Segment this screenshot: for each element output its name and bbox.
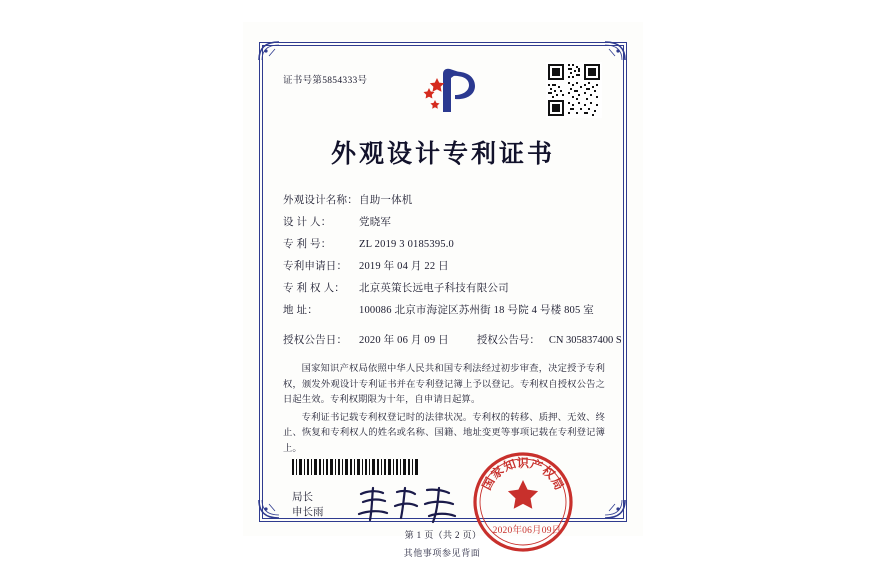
field-row	[283, 300, 603, 322]
field-row	[283, 190, 603, 212]
field-label: 专利申请日：	[283, 261, 348, 272]
field-value: 100086 北京市海淀区苏州街 18 号院 4 号楼 805 室	[359, 305, 594, 316]
cnipa-logo-icon	[403, 64, 489, 116]
qr-code-icon	[546, 62, 602, 118]
seal-date: 2020年06月09日	[492, 526, 562, 536]
barcode-icon	[292, 459, 418, 475]
field-row	[283, 212, 603, 234]
svg-text:权: 权	[539, 463, 558, 482]
svg-text:产: 产	[528, 456, 545, 474]
field-value: 党晓军	[359, 217, 392, 228]
svg-text:国: 国	[479, 475, 498, 493]
patent-certificate	[243, 22, 643, 540]
field-label-secondary: 授权公告号：	[476, 335, 540, 346]
field-row	[283, 234, 603, 256]
svg-text:局: 局	[548, 475, 567, 493]
corner-ornament-icon	[599, 498, 627, 520]
field-label: 设 计 人：	[283, 217, 332, 228]
legal-paragraph: 专利证书记载专利权登记时的法律状况。专利权的转移、质押、无效、终止、恢复和专利权人的姓名或名称、国籍、地址变更等事项记载在专利登记簿上。	[283, 412, 605, 454]
field-value: ZL 2019 3 0185395.0	[359, 239, 454, 250]
legal-text	[283, 362, 605, 459]
svg-text:知: 知	[501, 456, 518, 474]
footer-note: 其他事项参见背面	[403, 548, 481, 558]
legal-paragraph: 国家知识产权局依照中华人民共和国专利法经过初步审查，决定授予专利权，颁发外观设计专利证书并在专利登记簿上予以登记。专利权自授权公告之日起生效。专利权期限为十年，自申请日起算。	[283, 364, 605, 405]
field-label: 地 址：	[283, 305, 318, 316]
field-label: 专 利 权 人：	[283, 283, 345, 294]
corner-ornament-icon	[257, 498, 285, 520]
corner-ornament-icon	[599, 40, 627, 62]
signature-role-label: 局长	[292, 492, 313, 503]
handwritten-signature	[353, 484, 463, 526]
svg-text:家: 家	[488, 463, 507, 482]
field-label: 专 利 号：	[283, 239, 332, 250]
field-value: 2019 年 04 月 22 日	[359, 261, 449, 272]
certificate-number: 证书号第5854333号	[283, 76, 368, 86]
certificate-fields	[283, 190, 622, 352]
field-value: 自助一体机	[359, 195, 413, 206]
field-label: 外观设计名称：	[283, 195, 358, 206]
field-value: 2020 年 06 月 09 日	[359, 335, 449, 346]
page-title: 外观设计专利证书	[330, 139, 555, 168]
field-row	[283, 278, 603, 300]
page-number: 第 1 页（共 2 页）	[404, 530, 482, 540]
field-row-grant	[283, 330, 622, 352]
corner-ornament-icon	[257, 40, 285, 62]
field-row	[283, 256, 603, 278]
field-value-secondary: CN 305837400 S	[548, 335, 622, 346]
field-label: 授权公告日：	[283, 335, 348, 346]
field-value: 北京英策长远电子科技有限公司	[359, 283, 509, 294]
svg-text:识: 识	[516, 456, 530, 470]
signature-printed-name: 申长雨	[292, 507, 324, 518]
